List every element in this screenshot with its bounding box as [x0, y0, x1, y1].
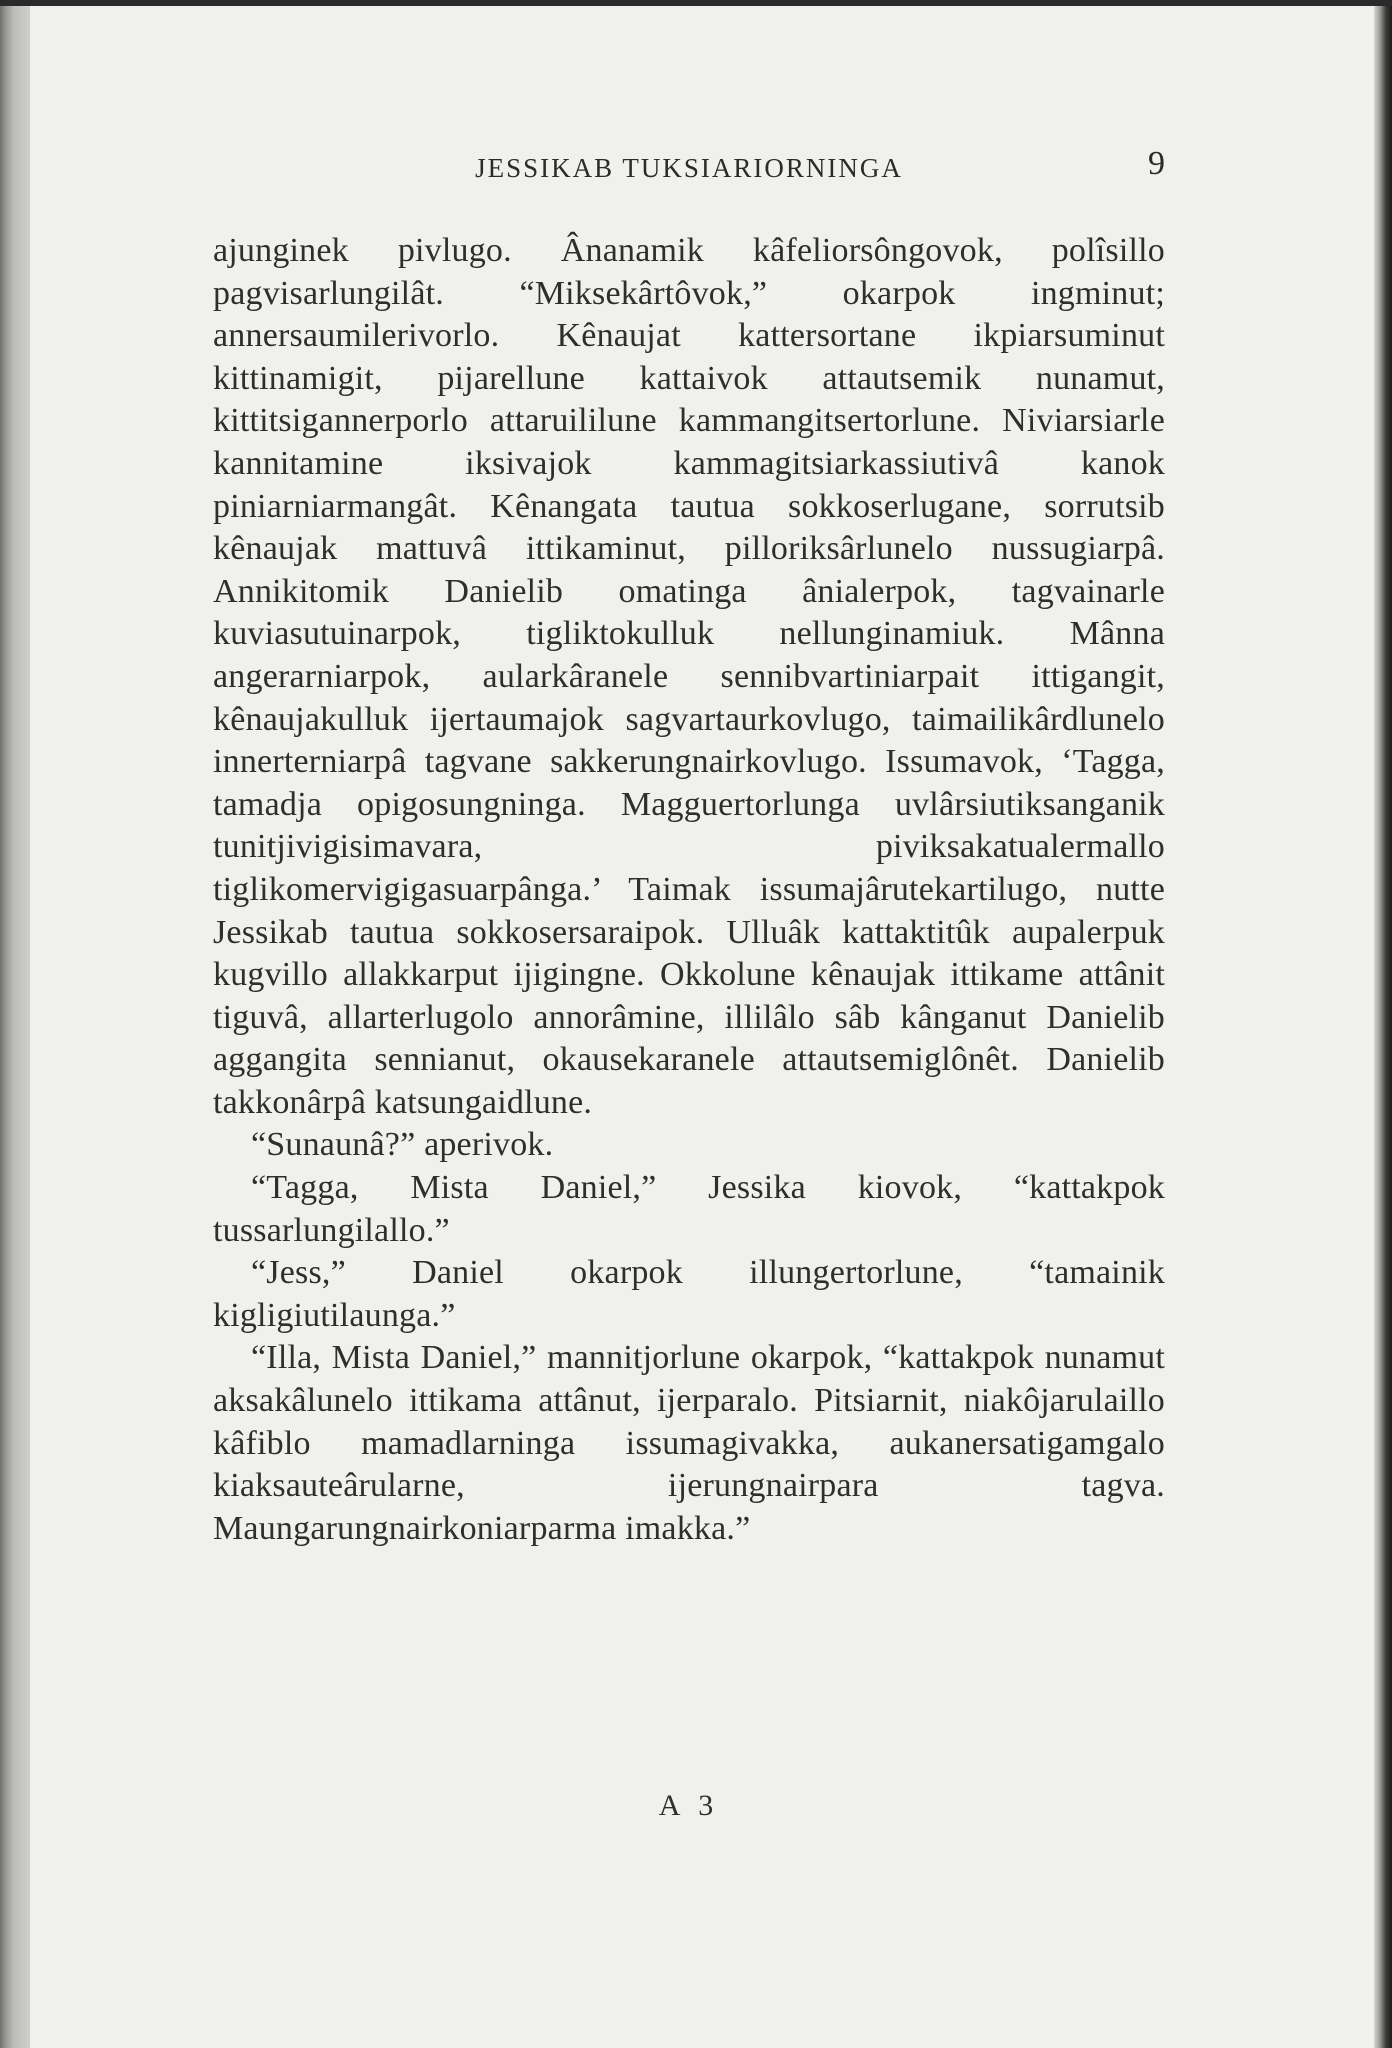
paragraph: ajunginek pivlugo. Ânanamik kâfeliorsôngovok, polîsillo pagvisarlungilât. “Miksekârtôvok,” okarpok ingminut; annersaumilerivorlo. Kênaujat kattersortane ikpiarsuminut kittinamigit, pijarellune kattaivok attautsemik nunamut, kittitsigannerporlo attaruililune kammangitsertorlune. Niviarsiarle kannitamine iksivajok kammagitsiarkassiutivâ kanok piniarniarmangât. Kênangata tautua sokkoserlugane, sorrutsib kênaujak mattuvâ ittikaminut, pilloriksârlunelo nussugiarpâ. Annikitomik Danielib omatinga ânialerpok, tagvainarle kuviasutuinarpok, tigliktokulluk nellunginamiuk. Mânna angerarniarpok, aularkâranele sennibvartiniarpait ittigangit, kênaujakulluk ijertaumajok sagvartaurkovlugo, taimailikârdlunelo innerterniarpâ tagvane sakkerungnairkovlugo. Issumavok, ‘Tagga, tamadja opigosungninga. Magguertorlunga uvlârsiutiksanganik tunitjivigisimavara, piviksakatualermallo tiglikomervigigasuarpânga.’ Taimak issumajârutekartilugo, nutte Jessikab tautua sokkosersaraipok. Ulluâk kattaktitûk aupalerpuk kugvillo allakkarput ijigingne. Okkolune kênaujak ittikame attânit tiguvâ, allarterlugolo annorâmine, illilâlo sâb kânganut Danielib aggangita sennianut, okausekaranele attautsemiglônêt. Danielib takkonârpâ katsungaidlune. — [213, 232, 1165, 1121]
paragraph: “Jess,” Daniel okarpok illungertorlune, “tamainik kigligiutilaunga.” — [213, 1254, 1165, 1334]
page-gutter-edge — [0, 0, 30, 2048]
paragraph: “Tagga, Mista Daniel,” Jessika kiovok, “kattakpok tussarlungilallo.” — [213, 1169, 1165, 1249]
body-text — [213, 230, 1165, 1550]
signature-mark: A 3 — [658, 1789, 720, 1822]
running-head — [213, 145, 1165, 188]
paragraph: “Sunaunâ?” aperivok. — [251, 1126, 554, 1164]
running-head-title: JESSIKAB TUKSIARIORNINGA — [475, 153, 903, 183]
paragraph: “Illa, Mista Daniel,” mannitjorlune okarpok, “kattakpok nunamut aksakâlunelo ittikama attânut, ijerparalo. Pitsiarnit, niakôjarulaillo kâfiblo mamadlarninga issumagivakka, aukanersatigamgalo kiaksauteârularne, ijerungnairpara tagva. Maungarungnairkoniarparma imakka.” — [213, 1339, 1165, 1547]
top-border — [0, 0, 1392, 6]
page-right-edge — [1374, 0, 1392, 2048]
page-number: 9 — [1148, 145, 1165, 182]
